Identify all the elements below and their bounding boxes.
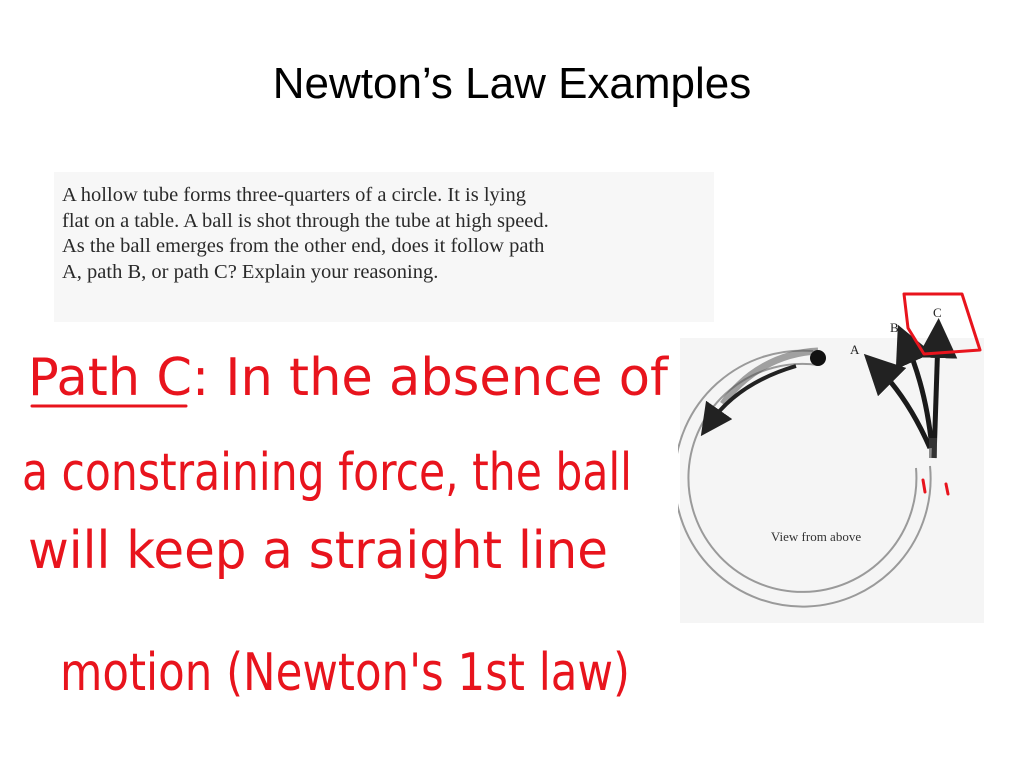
problem-line: flat on a table. A ball is shot through the tube at high speed. [62, 209, 549, 232]
label-a: A [850, 342, 860, 357]
handwritten-line-4: motion (Newton's 1st law) [60, 643, 630, 703]
slide-title: Newton’s Law Examples [272, 59, 752, 108]
handwritten-line-3: will keep a straight line [28, 521, 608, 581]
handwritten-line-2: a constraining force, the ball [22, 443, 632, 503]
problem-line: As the ball emerges from the other end, does it follow path [62, 235, 545, 257]
label-c: C [933, 305, 942, 320]
label-b: B [890, 320, 899, 335]
problem-line: A, path B, or path C? Explain your reasoning. [62, 260, 439, 283]
handwritten-line-1: Path C: In the absence of [28, 348, 670, 408]
figure-caption: View from above [770, 529, 862, 544]
problem-line: A hollow tube forms three-quarters of a circle. It is lying [62, 184, 526, 206]
